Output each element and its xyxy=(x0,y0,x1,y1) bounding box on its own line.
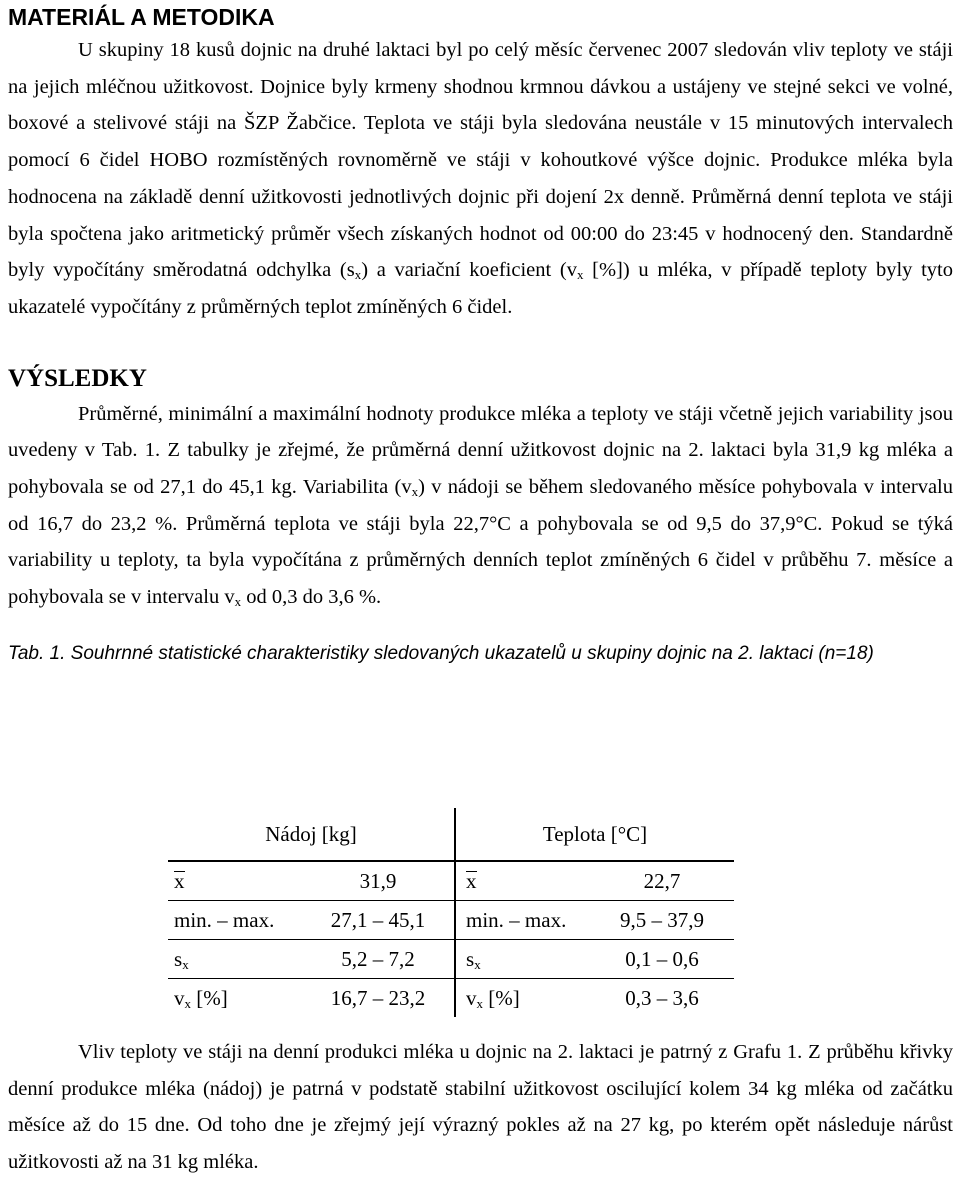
table-caption: Tab. 1. Souhrnné statistické charakteristiky sledovaných ukazatelů u skupiny dojnic na 2. laktaci (n=18) xyxy=(8,642,874,664)
row-label: $s_x$ xyxy=(455,940,590,979)
table-header-temperature: Teplota [°C] xyxy=(455,808,734,861)
milk-value: 16,7 – 23,2 xyxy=(302,979,455,1018)
table-header-row xyxy=(168,808,734,861)
row-label: x xyxy=(168,861,302,901)
temperature-value: 22,7 xyxy=(590,861,734,901)
row-label: $s_x$ xyxy=(168,940,302,979)
temperature-value: 9,5 – 37,9 xyxy=(590,901,734,940)
milk-value: 5,2 – 7,2 xyxy=(302,940,455,979)
table-row xyxy=(168,861,734,901)
milk-value: 27,1 – 45,1 xyxy=(302,901,455,940)
row-label: $v_x$ [%] xyxy=(455,979,590,1018)
row-label: min. – max. xyxy=(168,901,302,940)
document-page xyxy=(8,0,953,670)
milk-value: 31,9 xyxy=(302,861,455,901)
results-heading: VÝSLEDKY xyxy=(8,364,147,392)
table-header-milk: Nádoj [kg] xyxy=(265,821,357,846)
table-row xyxy=(168,940,734,979)
statistics-table xyxy=(168,808,734,1017)
temperature-value: 0,1 – 0,6 xyxy=(590,940,734,979)
results-paragraph: Průměrné, minimální a maximální hodnoty produkce mléka a teploty ve stáji včetně jejich variability jsou uvedeny v Tab. 1. Z tabulky je zřejmé, že průměrná denní užitkovost dojnic na 2. laktaci byla 31,9 kg mléka a pohybovala se od 27,1 do 45,1 kg. Variabilita $(v_x)$ v nádoji se během sledovaného měsíce pohybovala v intervalu od 16,7 do 23,2 %. Průměrná teplota ve stáji byla 22,7°C a pohybovala se od 9,5 do 37,9°C. Pokud se týká variability u teploty, ta byla vypočítána z průměrných denních teplot zmíněných 6 čidel v průběhu 7. měsíce a pohybovala se v intervalu $v_x$ od 0,3 do 3,6 %. xyxy=(8,402,953,610)
conclusion-paragraph: Vliv teploty ve stáji na denní produkci mléka u dojnic na 2. laktaci je patrný z Grafu 1. Z průběhu křivky denní produkce mléka (nádoj) je patrná v podstatě stabilní užitkovost oscilující kolem 34 kg mléka od začátku měsíce až do 15 dne. Od toho dne je zřejmý její výrazný pokles až na 27 kg, po kterém opět následuje nárůst užitkovosti až na 31 kg mléka. xyxy=(8,1041,953,1174)
table-row xyxy=(168,901,734,940)
table-row xyxy=(168,979,734,1018)
temperature-value: 0,3 – 3,6 xyxy=(590,979,734,1018)
methods-paragraph: U skupiny 18 kusů dojnic na druhé laktaci byl po celý měsíc červenec 2007 sledován vliv teploty ve stáji na jejich mléčnou užitkovost. Dojnice byly krmeny shodnou krmnou dávkou a ustájeny ve stejné sekci ve volné, boxové a stelivové stáji na ŠZP Žabčice. Teplota ve stáji byla sledována neustále v 15 minutových intervalech pomocí 6 čidel HOBO rozmístěných rovnoměrně ve stáji v kohoutkové výšce dojnic. Produkce mléka byla hodnocena na základě denní užitkovosti jednotlivých dojnic při dojení 2x denně. Průměrná denní teplota ve stáji byla spočtena jako aritmetický průměr všech získaných hodnot od 00:00 do 23:45 v hodnocený den. Standardně byly vypočítány směrodatná odchylka $(s_x)$ a variační koeficient ($v_x$ [%]) u mléka, v případě teploty byly tyto ukazatelé vypočítány z průměrných teplot zmíněných 6 čidel. xyxy=(8,39,953,318)
row-label: $v_x$ [%] xyxy=(168,979,302,1018)
methods-heading: MATERIÁL A METODIKA xyxy=(8,4,275,30)
row-label: min. – max. xyxy=(455,901,590,940)
row-label: x xyxy=(455,861,590,901)
